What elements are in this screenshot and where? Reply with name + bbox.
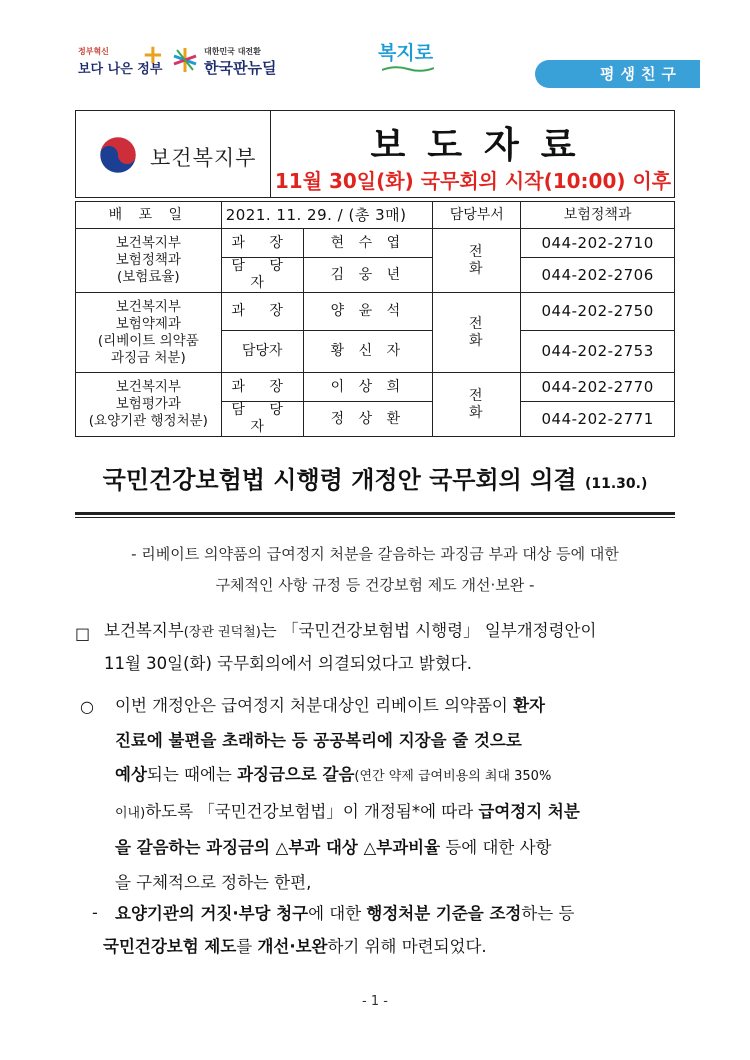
name-cell: 현 수 엽 — [303, 229, 433, 258]
divider-thin — [75, 517, 675, 518]
phone-label: 전 화 — [433, 229, 521, 293]
headline-date: (11.30.) — [584, 476, 648, 492]
lifelong-friend-banner: 평생친구 — [535, 60, 700, 88]
role-cell: 담당자 — [221, 331, 303, 373]
subtitle-line-2: 구체적인 사항 규정 등 건강보험 제도 개선·보완 - — [215, 576, 535, 594]
page-number: - 1 - — [362, 994, 388, 1009]
gov-innovation-logo: 정부혁신 보다 나은 정부 + — [78, 40, 164, 77]
name-cell: 정 상 환 — [303, 402, 433, 437]
paragraph-1: 보건복지부(장관 권덕철)는 「국민건강보험법 시행령」 일부개정령안이 11월 30일(화) 국무회의에서 의결되었다고 밝혔다. — [104, 621, 597, 673]
subtitle-line-1: - 리베이트 의약품의 급여정지 처분을 갈음하는 과징금 부과 대상 등에 대한 — [131, 545, 619, 563]
phone-number: 044-202-2706 — [521, 258, 675, 293]
paragraph-2: 이번 개정안은 급여정지 처분대상인 리베이트 의약품이 환자 진료에 불편을 초래하는 등 공공복리에 지장을 줄 것으로 예상되는 때에는 과징금으로 갈음(연간 약제 급여비용의 최대 350% 이내)하도록 「국민건강보험법」이 개정됨*에 따라 급여정지 처분 을 갈음하는 과징금의 △부과 대상 △부과비율 등에 대한 사항 을 구체적으로 정하는 한편, — [115, 696, 580, 892]
paragraph-3: 요양기관의 거짓·부당 청구에 대한 행정처분 기준을 조정하는 등 국민건강보험 제도를 개선·보완하기 위해 마련되었다. — [103, 904, 575, 956]
table-row — [76, 293, 675, 331]
korean-new-deal-logo: 대한민국 대전환 한국판뉴딜 — [172, 44, 312, 80]
phone-number: 044-202-2771 — [521, 402, 675, 437]
name-cell: 이 상 희 — [303, 373, 433, 402]
phone-number: 044-202-2710 — [521, 229, 675, 258]
name-cell: 황 신 자 — [303, 331, 433, 373]
dept-label: 담당부서 — [433, 202, 521, 229]
bokjiro-logo: 복지로 — [378, 38, 433, 65]
role-cell: 담 당 자 — [221, 258, 303, 293]
dept-cell: 보건복지부 보험약제과 (리베이트 의약품 과징금 처분) — [76, 293, 222, 373]
new-deal-star-icon — [172, 46, 198, 74]
name-cell: 김 웅 년 — [303, 258, 433, 293]
divider-thick — [75, 512, 675, 515]
phone-label: 전 화 — [433, 373, 521, 437]
headline: 국민건강보험법 시행령 개정안 국무회의 의결 (11.30.) — [102, 466, 648, 494]
phone-number: 044-202-2750 — [521, 293, 675, 331]
press-release-title: 보도자료 — [370, 125, 598, 166]
contact-info-table — [75, 201, 675, 437]
role-cell: 과 장 — [221, 229, 303, 258]
ministry-logo-cell — [76, 111, 271, 197]
name-cell: 양 윤 석 — [303, 293, 433, 331]
dept-cell: 보건복지부 보험정책과 (보험료율) — [76, 229, 222, 293]
dept-cell: 보건복지부 보험평가과 (요양기관 행정처분) — [76, 373, 222, 437]
dept-value: 보험정책과 — [521, 202, 675, 229]
table-row — [76, 229, 675, 258]
embargo-notice: 11월 30일(화) 국무회의 시작(10:00) 이후 — [274, 169, 672, 193]
phone-label: 전 화 — [433, 293, 521, 373]
square-bullet-icon: □ — [75, 624, 91, 643]
release-value: 2021. 11. 29. / (총 3매) — [221, 202, 433, 229]
top-logo-bar — [0, 0, 750, 100]
dash-bullet: - — [92, 903, 98, 922]
ministry-name: 보건복지부 — [150, 146, 257, 170]
release-label: 배 포 일 — [76, 202, 222, 229]
table-row — [76, 373, 675, 402]
circle-bullet-icon: ○ — [80, 697, 94, 716]
phone-number: 044-202-2770 — [521, 373, 675, 402]
phone-number: 044-202-2753 — [521, 331, 675, 373]
wave-icon — [382, 65, 434, 73]
role-cell: 과 장 — [221, 373, 303, 402]
press-release-header — [75, 110, 675, 198]
plus-icon: + — [142, 40, 164, 70]
role-cell: 담 당 자 — [221, 402, 303, 437]
role-cell: 과 장 — [221, 293, 303, 331]
release-row — [76, 202, 675, 229]
taegeuk-icon — [98, 135, 138, 175]
